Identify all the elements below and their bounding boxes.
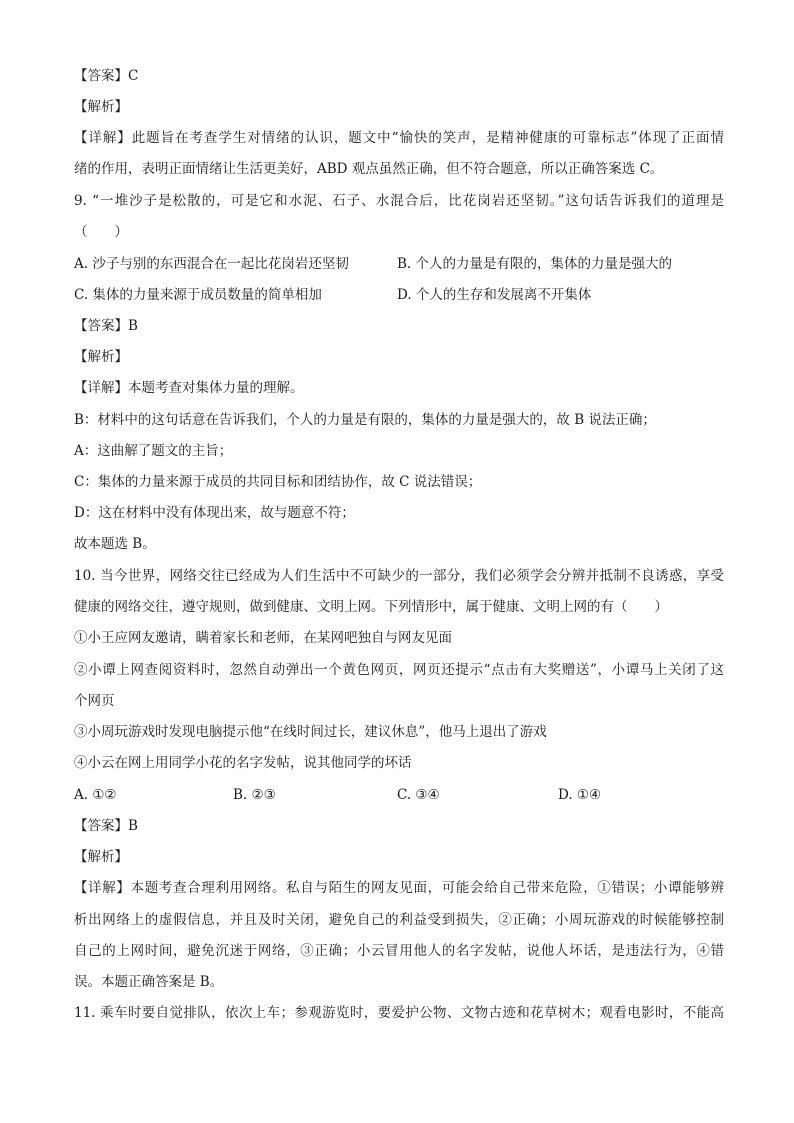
- q8-detail-line-1: 【详解】此题旨在考查学生对情绪的认识，题文中“愉快的笑声，是精神健康的可靠标志”体现了正面情: [74, 130, 724, 146]
- q10-stem-line-2: 健康的网络交往，遵守规则，做到健康、文明上网。下列情形中，属于健康、文明上网的有（ ）: [74, 599, 668, 615]
- q8-answer: 【答案】C: [74, 68, 139, 84]
- q10-option-a: A. ①②: [74, 787, 117, 803]
- q10-detail-line-4: 误。本题正确答案是 B。: [74, 974, 224, 990]
- q8-detail-line-2: 绪的作用，表明正面情绪让生活更美好，ABD 观点虽然正确，但不符合题意，所以正确答案选 C。: [74, 161, 664, 177]
- q10-answer: 【答案】B: [74, 818, 138, 834]
- q10-detail-line-1: 【详解】本题考查合理利用网络。私自与陌生的网友见面，可能会给自己带来危险，①错误；小谭能够辨: [74, 880, 724, 896]
- q10-option-c: C. ③④: [397, 787, 440, 803]
- q9-detail-line-2: B：材料中的这句话意在告诉我们，个人的力量是有限的，集体的力量是强大的，故 B 说法正确；: [74, 412, 656, 428]
- q9-stem-line-2: （ ）: [74, 224, 128, 240]
- q10-detail-line-3: 自己的上网时间，避免沉迷于网络，③正确；小云冒用他人的名字发帖，说他人坏话，是违法行为，④错: [74, 943, 724, 959]
- q9-option-b: B. 个人的力量是有限的，集体的力量是强大的: [397, 256, 673, 272]
- q10-option-b: B. ②③: [233, 787, 276, 803]
- q10-item-2-line-1: ②小谭上网查阅资料时，忽然自动弹出一个黄色网页，网页还提示“点击有大奖赠送”，小谭马上关闭了这: [74, 662, 724, 678]
- q10-item-4: ④小云在网上用同学小花的名字发帖，说其他同学的坏话: [74, 755, 412, 771]
- q10-item-3: ③小周玩游戏时发现电脑提示他“在线时间过长，建议休息”，他马上退出了游戏: [74, 724, 547, 740]
- q10-detail-line-2: 析出网络上的虚假信息，并且及时关闭，避免自己的利益受到损失，②正确；小周玩游戏的时候能够控制: [74, 912, 724, 928]
- q9-detail-line-3: A：这曲解了题文的主旨；: [74, 443, 233, 459]
- q9-option-d: D. 个人的生存和发展离不开集体: [397, 287, 592, 303]
- q10-item-1: ①小王应网友邀请，瞒着家长和老师，在某网吧独自与网友见面: [74, 630, 452, 646]
- q10-analysis-heading: 【解析】: [74, 849, 128, 865]
- q9-detail-line-6: 故本题选 B。: [74, 536, 156, 552]
- q9-stem-line-1: 9. “一堆沙子是松散的，可是它和水泥、石子、水混合后，比花岗岩还坚韧。”这句话告诉我们的道理是: [74, 193, 724, 209]
- q10-stem-line-1: 10. 当今世界，网络交往已经成为人们生活中不可缺少的一部分，我们必须学会分辨并抵制不良诱惑，享受: [74, 568, 724, 584]
- q9-detail-line-4: C：集体的力量来源于成员的共同目标和团结协作，故 C 说法错误；: [74, 474, 482, 490]
- q10-option-d: D. ①④: [558, 787, 602, 803]
- q8-analysis-heading: 【解析】: [74, 99, 128, 115]
- q9-option-c: C. 集体的力量来源于成员数量的简单相加: [74, 287, 322, 303]
- q9-detail-line-1: 【详解】本题考查对集体力量的理解。: [74, 380, 304, 396]
- q11-stem-line-1: 11. 乘车时要自觉排队，依次上车；参观游览时，要爱护公物、文物古迹和花草树木；观看电影时，不能高: [74, 1005, 724, 1021]
- q9-answer: 【答案】B: [74, 318, 138, 334]
- q9-analysis-heading: 【解析】: [74, 349, 128, 365]
- q9-option-a: A. 沙子与别的东西混合在一起比花岗岩还坚韧: [74, 256, 349, 272]
- q10-item-2-line-2: 个网页: [74, 693, 115, 709]
- q9-detail-line-5: D：这在材料中没有体现出来，故与题意不符；: [74, 505, 355, 521]
